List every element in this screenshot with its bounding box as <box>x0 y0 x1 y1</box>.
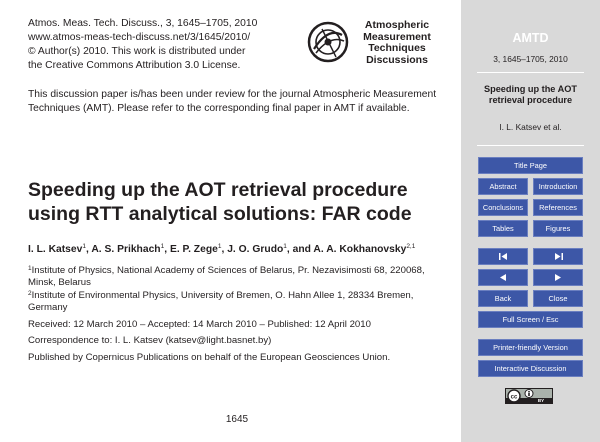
last-page-icon <box>554 253 563 260</box>
svg-text:cc: cc <box>510 394 518 401</box>
author-name: E. P. Zege <box>169 244 218 255</box>
author-name: J. O. Grudo <box>227 244 284 255</box>
author-separator: , <box>86 244 92 255</box>
figures-button[interactable]: Figures <box>533 220 583 237</box>
title-page-button[interactable]: Title Page <box>478 157 583 174</box>
affiliation-marker: 2 <box>28 290 32 297</box>
printer-friendly-button[interactable]: Printer-friendly Version <box>478 339 583 356</box>
license-line: the Creative Commons Attribution 3.0 License. <box>28 60 241 71</box>
paper-title <box>28 178 453 226</box>
author-separator: , <box>221 244 228 255</box>
last-page-button[interactable] <box>533 248 583 265</box>
author-affiliation-marker: 1 <box>160 243 165 250</box>
next-page-icon <box>555 274 561 281</box>
affiliation-marker: 1 <box>28 265 32 272</box>
next-page-button[interactable] <box>533 269 583 286</box>
creative-commons-badge[interactable] <box>505 388 553 404</box>
tables-button[interactable]: Tables <box>478 220 528 237</box>
sidebar-author: I. L. Katsev et al. <box>499 122 562 132</box>
publisher-line: Published by Copernicus Publications on behalf of the European Geosciences Union. <box>28 352 391 363</box>
license-badge-label: BY <box>537 398 545 403</box>
review-notice: This discussion paper is/has been under review for the journal Atmospheric Measurement Techniques (AMT). Please refer to the corresponding final paper in AMT if available. <box>28 89 437 114</box>
journal-logo <box>306 17 436 69</box>
affiliation-1 <box>28 263 448 289</box>
journal-reference: 3, 1645–1705, 2010 <box>493 54 568 64</box>
author-name: A. S. Prikhach <box>91 244 161 255</box>
citation-block <box>28 17 257 73</box>
paper-url[interactable]: www.atmos-meas-tech-discuss.net/3/1645/2010/ <box>28 32 251 43</box>
affiliation-text: Institute of Environmental Physics, University of Bremen, O. Hahn Allee 1, 28334 Bremen, Germany <box>28 290 414 313</box>
logo-wordmark: Atmospheric Measurement Techniques Discussions <box>363 19 431 66</box>
author-separator: , and <box>286 244 314 255</box>
author-affiliation-marker: 1 <box>217 243 222 250</box>
sidebar-paper-title: Speeding up the AOT retrieval procedure <box>483 84 578 105</box>
first-page-icon <box>499 253 508 260</box>
previous-page-button[interactable] <box>478 269 528 286</box>
copyright-line: © Author(s) 2010. This work is distributed under <box>28 46 246 57</box>
author-affiliation-marker: 1 <box>283 243 287 250</box>
affiliation-text: Institute of Physics, National Academy of Sciences of Belarus, Pr. Nezavisimosti 68, 220068, Minsk, Belarus <box>28 265 425 288</box>
egu-logo-icon <box>306 17 356 67</box>
author-name: I. L. Katsev <box>28 244 83 255</box>
journal-abbrev: AMTD <box>512 31 549 45</box>
author-name: A. A. Kokhanovsky <box>313 244 407 255</box>
creative-commons-icon <box>505 388 553 404</box>
author-separator: , <box>164 244 170 255</box>
divider <box>477 72 584 73</box>
author-list <box>28 240 458 256</box>
title-line-2: using RTT analytical solutions: FAR code <box>28 203 412 225</box>
abstract-button[interactable]: Abstract <box>478 178 528 195</box>
divider <box>477 145 584 146</box>
conclusions-button[interactable]: Conclusions <box>478 199 528 216</box>
author-affiliation-marker: 2,1 <box>406 243 416 250</box>
previous-page-icon <box>500 274 506 281</box>
affiliation-2 <box>28 288 448 314</box>
publication-dates: Received: 12 March 2010 – Accepted: 14 March 2010 – Published: 12 April 2010 <box>28 319 371 330</box>
title-line-1: Speeding up the AOT retrieval procedure <box>28 179 408 201</box>
close-button[interactable]: Close <box>533 290 583 307</box>
author-affiliation-marker: 1 <box>82 243 86 250</box>
first-page-button[interactable] <box>478 248 528 265</box>
full-screen-button[interactable]: Full Screen / Esc <box>478 311 583 328</box>
citation-line: Atmos. Meas. Tech. Discuss., 3, 1645–1705, 2010 <box>28 18 258 29</box>
back-button[interactable]: Back <box>478 290 528 307</box>
correspondence: Correspondence to: I. L. Katsev (katsev@light.basnet.by) <box>28 335 272 346</box>
interactive-discussion-button[interactable]: Interactive Discussion <box>478 360 583 377</box>
introduction-button[interactable]: Introduction <box>533 178 583 195</box>
references-button[interactable]: References <box>533 199 583 216</box>
page-number: 1645 <box>225 414 249 425</box>
